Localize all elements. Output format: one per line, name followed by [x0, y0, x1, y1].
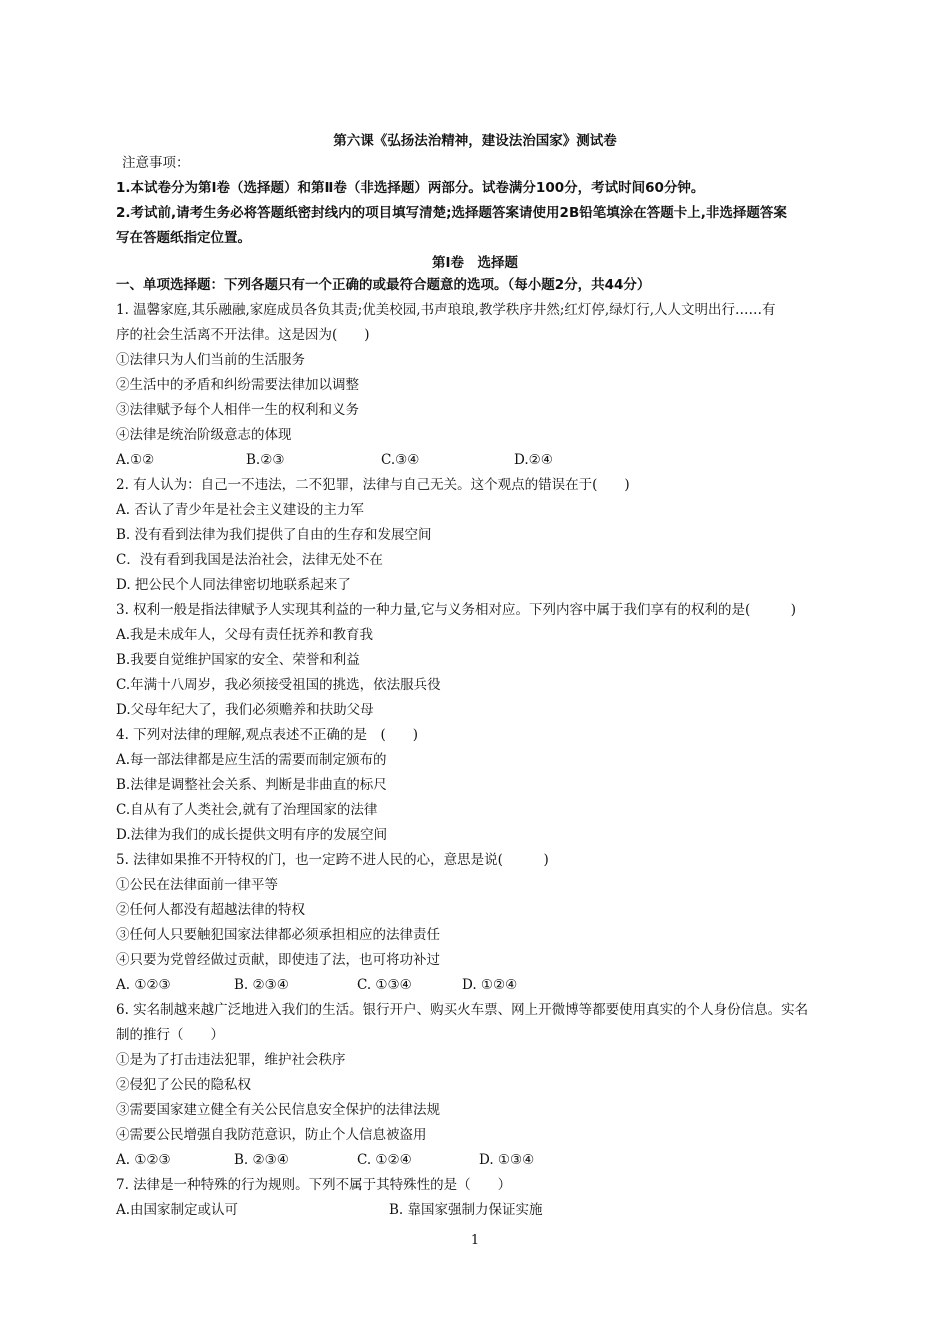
- q1-statement-2: ②生活中的矛盾和纠纷需要法律加以调整: [116, 377, 359, 393]
- q6-statement-3: ③需要国家建立健全有关公民信息安全保护的法律法规: [116, 1102, 440, 1118]
- page-number: 1: [470, 1233, 480, 1248]
- q1-option-d: D.②④: [514, 452, 553, 468]
- q5-statement-4: ④只要为党曾经做过贡献，即使违了法，也可将功补过: [116, 952, 440, 968]
- q3-option-a: A.我是未成年人，父母有责任抚养和教育我: [116, 627, 374, 643]
- q5-option-a: A. ①②③: [116, 977, 171, 993]
- q3-stem: 3. 权利一般是指法律赋予人实现其利益的一种力量,它与义务相对应。下列内容中属于我们享有的权利的是( ): [116, 602, 796, 618]
- document-title: 第六课《弘扬法治精神，建设法治国家》测试卷: [333, 133, 617, 149]
- q2-option-b: B. 没有看到法律为我们提供了自由的生存和发展空间: [116, 527, 432, 543]
- q7-option-a: A.由国家制定或认可: [116, 1202, 239, 1218]
- q4-option-c: C.自从有了人类社会,就有了治理国家的法律: [116, 802, 378, 818]
- q5-option-c: C. ①③④: [357, 977, 412, 993]
- q3-option-d: D.父母年纪大了，我们必须赡养和扶助父母: [116, 702, 374, 718]
- q6-statement-4: ④需要公民增强自我防范意识，防止个人信息被盗用: [116, 1127, 427, 1143]
- notice-item-2-line-1: 2.考试前,请考生务必将答题纸密封线内的项目填写清楚;选择题答案请使用2B铅笔填涂在答题卡上,非选择题答案: [116, 205, 787, 221]
- q5-statement-3: ③任何人只要触犯国家法律都必须承担相应的法律责任: [116, 927, 440, 943]
- q4-option-d: D.法律为我们的成长提供文明有序的发展空间: [116, 827, 388, 843]
- q4-option-a: A.每一部法律都是应生活的需要而制定颁布的: [116, 752, 387, 768]
- q6-option-c: C. ①②④: [357, 1152, 412, 1168]
- q1-option-a: A.①②: [116, 452, 155, 468]
- q6-statement-2: ②侵犯了公民的隐私权: [116, 1077, 251, 1093]
- q6-stem-line-2: 制的推行（ ）: [116, 1027, 224, 1043]
- q1-option-c: C.③④: [381, 452, 420, 468]
- q4-stem: 4. 下列对法律的理解,观点表述不正确的是 ( ): [116, 727, 418, 743]
- notice-heading: 注意事项：: [122, 155, 190, 171]
- q7-stem: 7. 法律是一种特殊的行为规则。下列不属于其特殊性的是（ ）: [116, 1177, 512, 1193]
- q5-option-b: B. ②③④: [234, 977, 289, 993]
- q1-stem-line-1: 1. 温馨家庭,其乐融融,家庭成员各负其责;优美校园,书声琅琅,教学秩序井然;红灯停,绿灯行,人人文明出行……有: [116, 302, 776, 318]
- q1-statement-3: ③法律赋予每个人相伴一生的权利和义务: [116, 402, 359, 418]
- notice-item-2-line-2: 写在答题纸指定位置。: [116, 230, 251, 246]
- q6-option-d: D. ①③④: [479, 1152, 535, 1168]
- q4-option-b: B.法律是调整社会关系、判断是非曲直的标尺: [116, 777, 387, 793]
- q5-statement-2: ②任何人都没有超越法律的特权: [116, 902, 305, 918]
- q2-option-a: A. 否认了青少年是社会主义建设的主力军: [116, 502, 364, 518]
- q6-option-b: B. ②③④: [234, 1152, 289, 1168]
- notice-item-1: 1.本试卷分为第Ⅰ卷（选择题）和第Ⅱ卷（非选择题）两部分。试卷满分100分，考试时间60分钟。: [116, 180, 705, 196]
- q6-stem-line-1: 6. 实名制越来越广泛地进入我们的生活。银行开户、购买火车票、网上开微博等都要使用真实的个人身份信息。实名: [116, 1002, 809, 1018]
- q3-option-b: B.我要自觉维护国家的安全、荣誉和利益: [116, 652, 360, 668]
- q2-stem: 2. 有人认为：自己一不违法，二不犯罪，法律与自己无关。这个观点的错误在于( ): [116, 477, 630, 493]
- part-heading: 一、单项选择题：下列各题只有一个正确的或最符合题意的选项。（每小题2分，共44分）: [116, 277, 651, 293]
- q6-statement-1: ①是为了打击违法犯罪，维护社会秩序: [116, 1052, 346, 1068]
- q1-statement-1: ①法律只为人们当前的生活服务: [116, 352, 305, 368]
- q1-stem-line-2: 序的社会生活离不开法律。这是因为( ): [116, 327, 370, 343]
- q6-option-a: A. ①②③: [116, 1152, 171, 1168]
- q7-option-b: B. 靠国家强制力保证实施: [389, 1202, 543, 1218]
- q3-option-c: C.年满十八周岁，我必须接受祖国的挑选，依法服兵役: [116, 677, 441, 693]
- q1-option-b: B.②③: [246, 452, 285, 468]
- q5-option-d: D. ①②④: [462, 977, 518, 993]
- q2-option-d: D. 把公民个人同法律密切地联系起来了: [116, 577, 351, 593]
- section-title: 第Ⅰ卷 选择题: [431, 255, 519, 271]
- q5-stem: 5. 法律如果推不开特权的门，也一定跨不进人民的心，意思是说( ): [116, 852, 549, 868]
- q2-option-c: C．没有看到我国是法治社会，法律无处不在: [116, 552, 383, 568]
- q1-statement-4: ④法律是统治阶级意志的体现: [116, 427, 292, 443]
- q5-statement-1: ①公民在法律面前一律平等: [116, 877, 278, 893]
